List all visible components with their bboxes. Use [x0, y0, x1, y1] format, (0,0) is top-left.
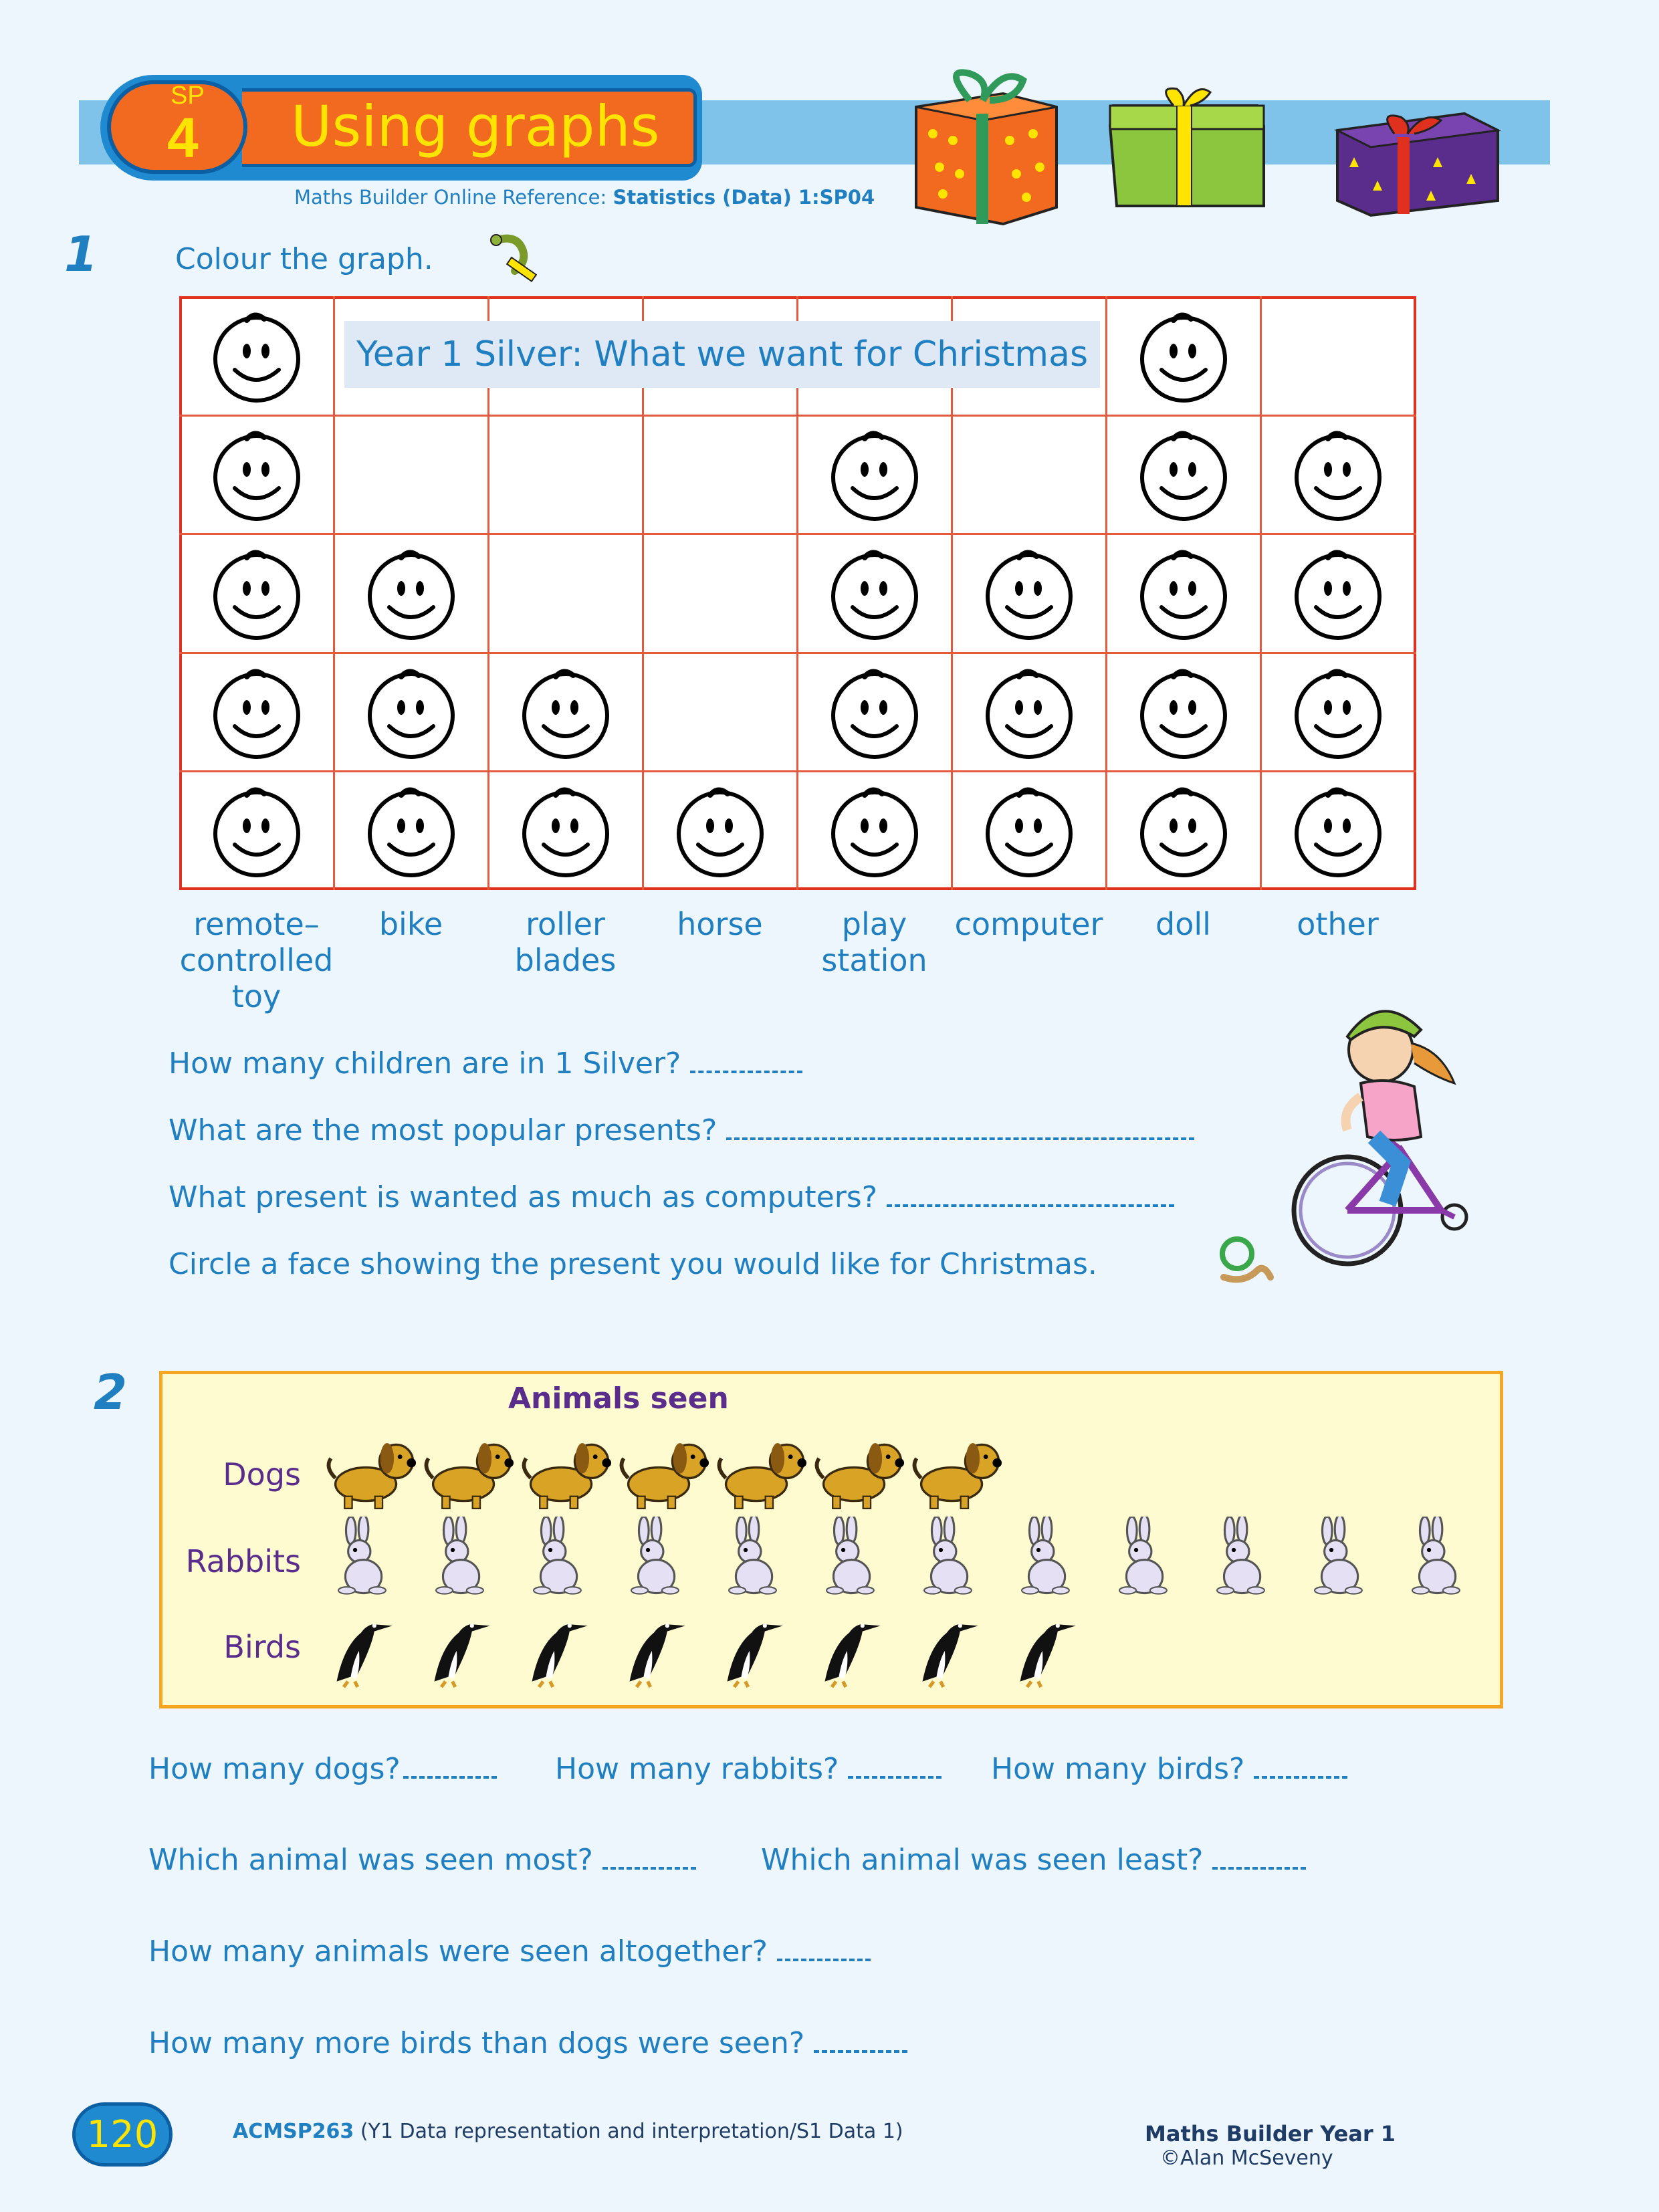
page-title: Using graphs [291, 94, 660, 159]
smiley-face-icon[interactable] [1133, 662, 1234, 762]
green-gift-icon [1103, 79, 1270, 213]
smiley-face-icon[interactable] [361, 780, 461, 881]
smiley-face-icon[interactable] [979, 662, 1079, 762]
question-how-many-rabbits: How many rabbits? [555, 1752, 942, 1786]
sp-number: 4 [167, 106, 199, 169]
reference-code: Statistics (Data) 1:SP04 [613, 186, 875, 209]
smiley-face-icon[interactable] [207, 543, 307, 643]
bird-icon [907, 1605, 987, 1688]
rabbit-icon [429, 1517, 492, 1600]
row-label-birds: Birds [223, 1629, 301, 1665]
bird-icon [516, 1605, 596, 1688]
dog-icon [907, 1431, 1007, 1515]
row-label-dogs: Dogs [223, 1456, 301, 1492]
pencil-worm-icon [481, 231, 548, 288]
rabbit-icon [1307, 1517, 1371, 1600]
smiley-face-icon[interactable] [516, 780, 616, 881]
purple-gift-icon [1331, 100, 1505, 217]
smiley-face-icon[interactable] [207, 306, 307, 406]
smiley-face-icon[interactable] [1133, 543, 1234, 643]
copyright: ©Alan McSeveny [1160, 2146, 1333, 2170]
answer-blank[interactable] [777, 1939, 871, 1961]
answer-blank[interactable] [726, 1117, 1194, 1140]
smiley-face-icon[interactable] [824, 780, 925, 881]
grid-row-line [179, 533, 1416, 535]
answer-blank[interactable] [690, 1050, 802, 1073]
dog-icon [614, 1431, 714, 1515]
question-2-number: 2 [94, 1364, 128, 1420]
smiley-face-icon[interactable] [1288, 424, 1388, 524]
smiley-face-icon[interactable] [1133, 424, 1234, 524]
category-label: other [1297, 906, 1379, 942]
question-same-as-computers: What present is wanted as much as computers? [169, 1180, 1174, 1214]
question-how-many-birds: How many birds? [991, 1752, 1347, 1786]
category-label: horse [677, 906, 763, 942]
rabbit-icon [722, 1517, 785, 1600]
question-how-many-dogs: How many dogs? [148, 1752, 497, 1786]
bird-icon [1004, 1605, 1085, 1688]
category-label: computer [954, 906, 1103, 942]
dog-icon [711, 1431, 812, 1515]
answer-blank[interactable] [848, 1756, 942, 1779]
grid-row-line [179, 770, 1416, 772]
rabbit-icon [1112, 1517, 1176, 1600]
grid-column-line [1105, 296, 1107, 890]
question-circle-face: Circle a face showing the present you would like for Christmas. [169, 1247, 1097, 1281]
smiley-face-icon[interactable] [824, 543, 925, 643]
question-1-number: 1 [64, 226, 98, 282]
question-altogether: How many animals were seen altogether? [148, 1934, 871, 1969]
bird-icon [809, 1605, 889, 1688]
question-seen-most: Which animal was seen most? [148, 1843, 696, 1877]
answer-blank[interactable] [1212, 1847, 1306, 1870]
question-1-instruction: Colour the graph. [175, 242, 433, 276]
category-label: play station [821, 906, 927, 978]
smiley-face-icon[interactable] [824, 662, 925, 762]
rabbit-icon [917, 1517, 980, 1600]
grid-row-line [179, 652, 1416, 654]
dog-icon [516, 1431, 617, 1515]
answer-blank[interactable] [1254, 1756, 1347, 1779]
dog-icon [419, 1431, 519, 1515]
rabbit-icon [526, 1517, 590, 1600]
bird-icon [711, 1605, 792, 1688]
question-class-size: How many children are in 1 Silver? [169, 1046, 802, 1081]
rabbit-icon [331, 1517, 395, 1600]
online-reference [294, 186, 875, 209]
orange-gift-icon [903, 53, 1070, 227]
smiley-face-icon[interactable] [979, 780, 1079, 881]
book-title: Maths Builder Year 1 [1145, 2121, 1396, 2146]
smiley-face-icon[interactable] [1133, 780, 1234, 881]
grid-column-line [333, 296, 335, 890]
grid-row-line [179, 415, 1416, 417]
smiley-face-icon[interactable] [207, 424, 307, 524]
bird-icon [321, 1605, 401, 1688]
answer-blank[interactable] [403, 1756, 497, 1779]
category-label: roller blades [514, 906, 617, 978]
graph-title: Year 1 Silver: What we want for Christmas [344, 321, 1100, 388]
smiley-face-icon[interactable] [670, 780, 770, 881]
smiley-face-icon[interactable] [207, 780, 307, 881]
grid-column-line [1260, 296, 1262, 890]
dog-icon [321, 1431, 421, 1515]
sp-prefix: SP [171, 82, 205, 110]
category-label: doll [1155, 906, 1211, 942]
curriculum-code: ACMSP263 (Y1 Data representation and interpretation/S1 Data 1) [233, 2120, 903, 2143]
bird-icon [614, 1605, 694, 1688]
reference-prefix: Maths Builder Online Reference: [294, 186, 613, 209]
question-popular-presents: What are the most popular presents? [169, 1113, 1194, 1147]
smiley-face-icon[interactable] [1288, 662, 1388, 762]
rabbit-icon [1014, 1517, 1078, 1600]
circle-worm-icon [1210, 1230, 1277, 1287]
category-label: bike [378, 906, 443, 942]
smiley-face-icon[interactable] [361, 662, 461, 762]
page-number: 120 [72, 2102, 173, 2167]
smiley-face-icon[interactable] [516, 662, 616, 762]
category-label: remote– controlled toy [179, 906, 334, 1014]
rabbit-icon [624, 1517, 687, 1600]
answer-blank[interactable] [887, 1184, 1174, 1207]
smiley-face-icon[interactable] [1288, 543, 1388, 643]
rabbit-icon [1405, 1517, 1468, 1600]
rabbit-icon [819, 1517, 883, 1600]
dog-icon [809, 1431, 909, 1515]
smiley-face-icon[interactable] [979, 543, 1079, 643]
question-seen-least: Which animal was seen least? [761, 1843, 1306, 1877]
smiley-face-icon[interactable] [1288, 780, 1388, 881]
bird-icon [419, 1605, 499, 1688]
pictogram-title: Animals seen [508, 1381, 729, 1416]
smiley-face-icon[interactable] [361, 543, 461, 643]
answer-blank[interactable] [602, 1847, 696, 1870]
girl-on-bike-illustration [1287, 963, 1581, 1284]
rabbit-icon [1210, 1517, 1273, 1600]
smiley-face-icon[interactable] [207, 662, 307, 762]
answer-blank[interactable] [814, 2030, 907, 2053]
question-birds-minus-dogs: How many more birds than dogs were seen? [148, 2026, 907, 2060]
smiley-face-icon[interactable] [824, 424, 925, 524]
smiley-face-icon[interactable] [1133, 306, 1234, 406]
row-label-rabbits: Rabbits [185, 1543, 301, 1579]
